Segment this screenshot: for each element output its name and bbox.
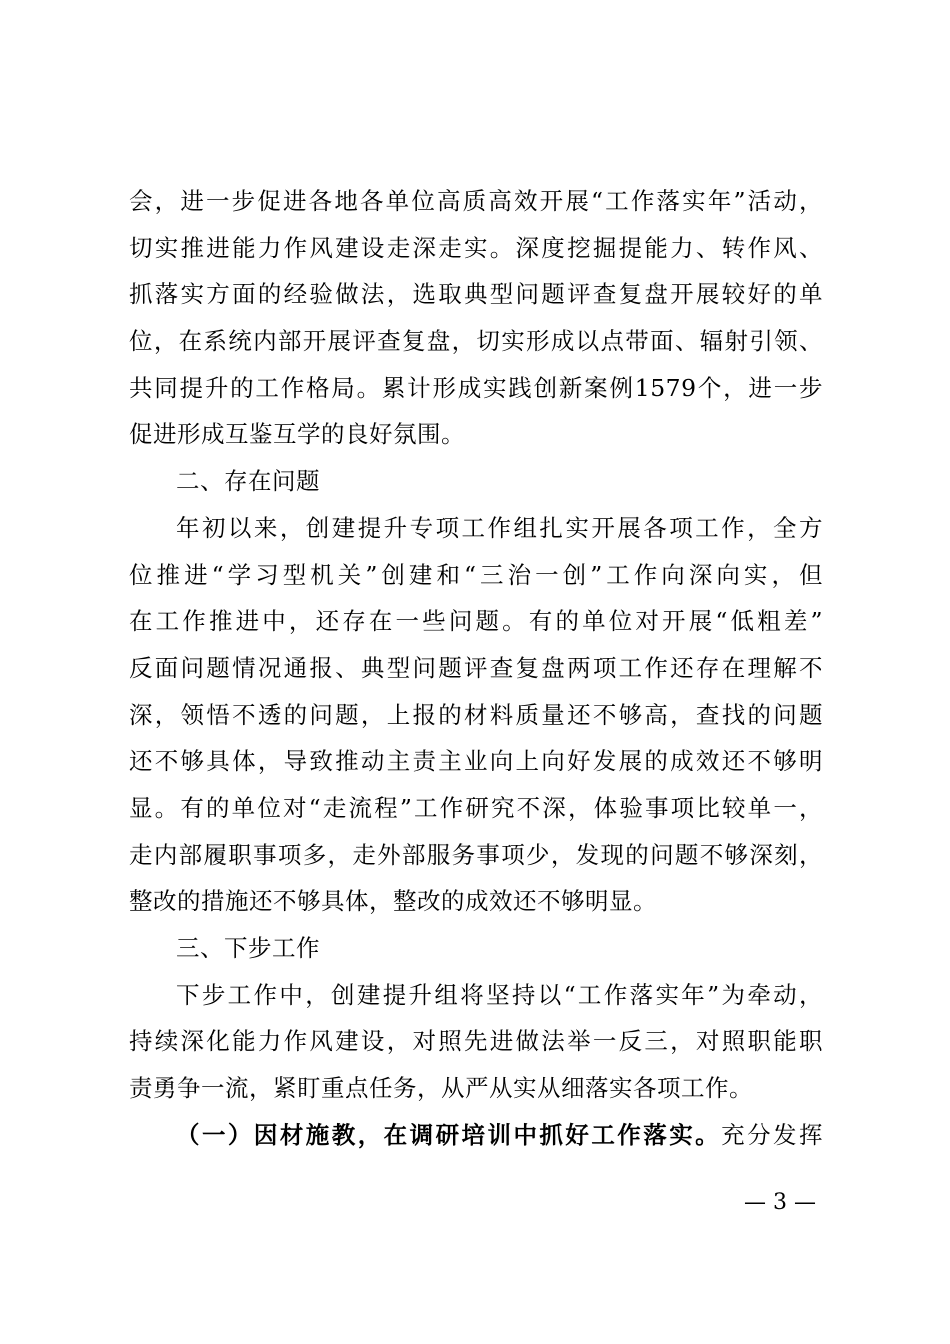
paragraph-2 — [129, 505, 823, 925]
paragraph-line: 反面问题情况通报、典型问题评查复盘两项工作还存在理解不 — [129, 653, 823, 682]
paragraph-line: 整改的措施还不够具体，整改的成效还不够明显。 — [129, 887, 657, 916]
paragraph-line: 深，领悟不透的问题，上报的材料质量还不够高，查找的问题 — [129, 700, 823, 729]
document-body — [129, 178, 823, 1158]
paragraph-line: 位，在系统内部开展评查复盘，切实形成以点带面、辐射引领、 — [129, 327, 823, 356]
paragraph-line: 会，进一步促进各地各单位高质高效开展“工作落实年”活动， — [129, 187, 823, 215]
paragraph-line: 下步工作中，创建提升组将坚持以“工作落实年”为牵动， — [176, 980, 823, 1009]
section-heading-problems: 二、存在问题 — [176, 467, 320, 496]
paragraph-1 — [129, 178, 823, 458]
paragraph-line: 还不够具体，导致推动主责主业向上向好发展的成效还不够明 — [129, 747, 823, 776]
paragraph-line: 在工作推进中，还存在一些问题。有的单位对开展“低粗差” — [129, 607, 823, 636]
paragraph-line: 切实推进能力作风建设走深走实。深度挖掘提能力、转作风、 — [129, 233, 823, 262]
subsection-1-text: 充分发挥 — [721, 1120, 823, 1149]
paragraph-line: 走内部履职事项多，走外部服务事项少，发现的问题不够深刻， — [129, 840, 823, 869]
page-number: — 3 — — [744, 1190, 816, 1215]
section-heading-next-steps: 三、下步工作 — [176, 934, 320, 962]
paragraph-line: 责勇争一流，紧盯重点任务，从严从实从细落实各项工作。 — [129, 1074, 753, 1103]
paragraph-line: 抓落实方面的经验做法，选取典型问题评查复盘开展较好的单 — [129, 280, 823, 309]
paragraph-3 — [129, 972, 823, 1112]
paragraph-line: 共同提升的工作格局。累计形成实践创新案例1579个，进一步 — [129, 373, 823, 402]
subsection-1-title: （一）因材施教，在调研培训中抓好工作落实。 — [176, 1120, 722, 1149]
paragraph-line: 位推进“学习型机关”创建和“三治一创”工作向深向实，但 — [129, 560, 823, 589]
paragraph-line: 促进形成互鉴互学的良好氛围。 — [129, 420, 465, 449]
paragraph-line: 显。有的单位对“走流程”工作研究不深，体验事项比较单一， — [129, 793, 823, 822]
paragraph-line: 年初以来，创建提升专项工作组扎实开展各项工作，全方 — [176, 513, 823, 542]
paragraph-line: 持续深化能力作风建设，对照先进做法举一反三，对照职能职 — [129, 1027, 823, 1056]
subsection-1 — [129, 1112, 823, 1159]
